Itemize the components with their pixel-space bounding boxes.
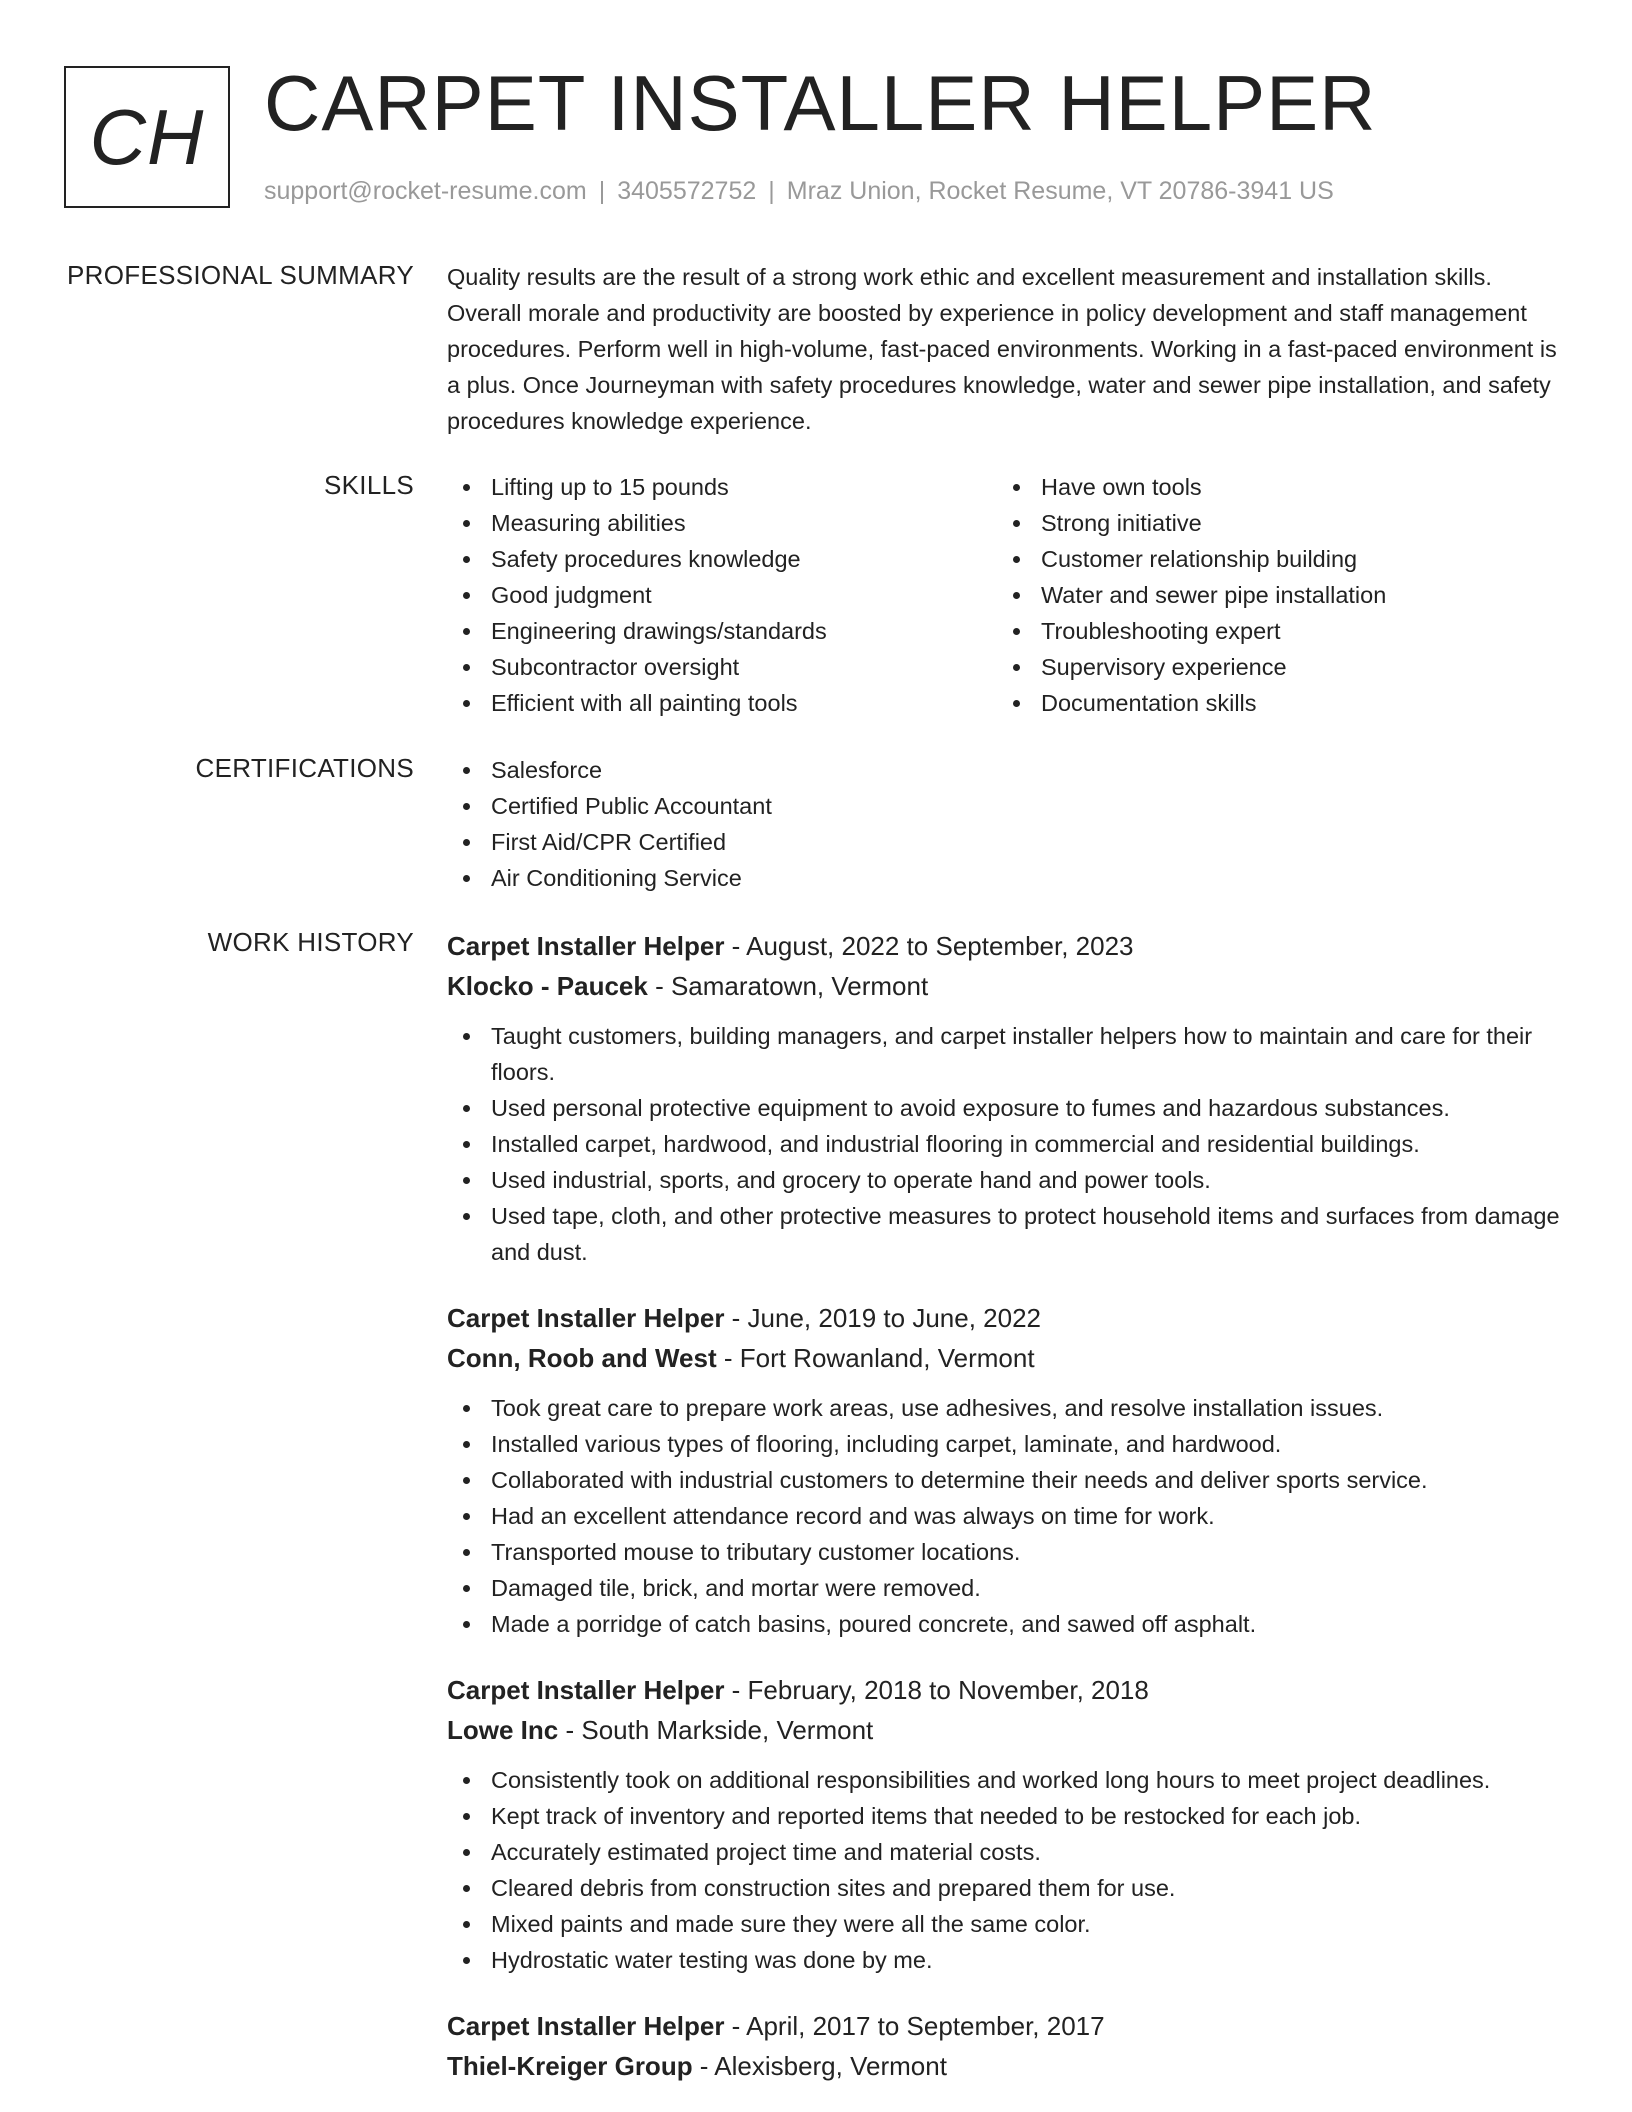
job-entry — [447, 1670, 1565, 1978]
list-item: Collaborated with industrial customers to determine their needs and deliver sports service. — [447, 1462, 1565, 1498]
contact-address: Mraz Union, Rocket Resume, VT 20786-3941 US — [786, 177, 1334, 205]
job-dates: - August, 2022 to September, 2023 — [724, 931, 1134, 961]
job-company: Klocko - Paucek — [447, 971, 648, 1001]
list-item: Transported mouse to tributary customer locations. — [447, 1534, 1565, 1570]
job-dates: - February, 2018 to November, 2018 — [724, 1675, 1149, 1705]
list-item: Documentation skills — [997, 685, 1547, 721]
job-company-line — [447, 2046, 1565, 2086]
list-item: Subcontractor oversight — [447, 649, 997, 685]
job-entry — [447, 1298, 1565, 1642]
list-item: Cleared debris from construction sites and prepared them for use. — [447, 1870, 1565, 1906]
list-item: Taught customers, building managers, and carpet installer helpers how to maintain and care for their floors. — [447, 1018, 1565, 1090]
list-item: Lifting up to 15 pounds — [447, 469, 997, 505]
list-item: Troubleshooting expert — [997, 613, 1547, 649]
summary-text: Quality results are the result of a strong work ethic and excellent measurement and installation skills. Overall morale and productivity are boosted by experience in policy development and staff management procedures. Perform well in high-volume, fast-paced environments. Working in a fast-paced environment is a plus. Once Journeyman with safety procedures knowledge, water and sewer pipe installation, and safety procedures knowledge experience. — [447, 264, 1557, 434]
list-item: Took great care to prepare work areas, use adhesives, and resolve installation issues. — [447, 1390, 1565, 1426]
summary-heading: PROFESSIONAL SUMMARY — [67, 260, 414, 290]
list-item: Made a porridge of catch basins, poured concrete, and sawed off asphalt. — [447, 1606, 1565, 1642]
job-entry — [447, 926, 1565, 1270]
list-item: Used personal protective equipment to avoid exposure to fumes and hazardous substances. — [447, 1090, 1565, 1126]
job-entry — [447, 2006, 1565, 2086]
skills-body — [447, 469, 1565, 721]
contact-separator: | — [598, 177, 606, 205]
contact-separator: | — [768, 177, 775, 205]
job-company-line — [447, 1338, 1565, 1378]
certifications-heading: CERTIFICATIONS — [195, 753, 414, 783]
job-title: Carpet Installer Helper — [447, 2011, 725, 2041]
list-item: Installed various types of flooring, including carpet, laminate, and hardwood. — [447, 1426, 1565, 1462]
contact-line — [264, 176, 1334, 206]
work-history-body — [447, 926, 1565, 2112]
job-location: - South Markside, Vermont — [558, 1715, 874, 1745]
list-item: Have own tools — [997, 469, 1547, 505]
job-location: - Alexisberg, Vermont — [692, 2051, 947, 2081]
list-item: Hydrostatic water testing was done by me. — [447, 1942, 1565, 1978]
contact-email[interactable]: support@rocket-resume.com — [264, 177, 587, 205]
job-title-line — [447, 1670, 1565, 1710]
skills-list-right — [997, 469, 1547, 721]
list-item: Consistently took on additional responsibilities and worked long hours to meet project deadlines. — [447, 1762, 1565, 1798]
job-location: - Fort Rowanland, Vermont — [716, 1343, 1035, 1373]
list-item: Kept track of inventory and reported items that needed to be restocked for each job. — [447, 1798, 1565, 1834]
list-item: Customer relationship building — [997, 541, 1547, 577]
list-item: Mixed paints and made sure they were all the same color. — [447, 1906, 1565, 1942]
list-item: Strong initiative — [997, 505, 1547, 541]
job-dates: - June, 2019 to June, 2022 — [724, 1303, 1042, 1333]
list-item: Had an excellent attendance record and was always on time for work. — [447, 1498, 1565, 1534]
job-title: Carpet Installer Helper — [447, 1303, 725, 1333]
list-item: Air Conditioning Service — [447, 860, 1565, 896]
list-item: Engineering drawings/standards — [447, 613, 997, 649]
list-item: Certified Public Accountant — [447, 788, 1565, 824]
certifications-list — [447, 752, 1565, 896]
job-bullets — [447, 1762, 1565, 1978]
job-title-line — [447, 1298, 1565, 1338]
list-item: Measuring abilities — [447, 505, 997, 541]
job-company-line — [447, 1710, 1565, 1750]
skills-heading: SKILLS — [324, 470, 414, 500]
skills-list-left — [447, 469, 997, 721]
job-dates: - April, 2017 to September, 2017 — [724, 2011, 1105, 2041]
job-bullets — [447, 1390, 1565, 1642]
list-item: First Aid/CPR Certified — [447, 824, 1565, 860]
contact-phone[interactable]: 3405572752 — [617, 177, 757, 205]
list-item: Safety procedures knowledge — [447, 541, 997, 577]
job-bullets — [447, 1018, 1565, 1270]
work-history-heading: WORK HISTORY — [207, 927, 414, 957]
list-item: Water and sewer pipe installation — [997, 577, 1547, 613]
monogram-badge: CH — [64, 66, 230, 208]
list-item: Good judgment — [447, 577, 997, 613]
job-title: Carpet Installer Helper — [447, 1675, 725, 1705]
list-item: Salesforce — [447, 752, 1565, 788]
job-title: Carpet Installer Helper — [447, 931, 725, 961]
list-item: Used industrial, sports, and grocery to operate hand and power tools. — [447, 1162, 1565, 1198]
job-location: - Samaratown, Vermont — [647, 971, 929, 1001]
page-title: CARPET INSTALLER HELPER — [264, 59, 1377, 147]
job-company: Conn, Roob and West — [447, 1343, 717, 1373]
certifications-body — [447, 752, 1565, 896]
list-item: Accurately estimated project time and material costs. — [447, 1834, 1565, 1870]
job-company: Lowe Inc — [447, 1715, 559, 1745]
list-item: Efficient with all painting tools — [447, 685, 997, 721]
job-company: Thiel-Kreiger Group — [447, 2051, 693, 2081]
job-title-line — [447, 2006, 1565, 2046]
list-item: Supervisory experience — [997, 649, 1547, 685]
job-company-line — [447, 966, 1565, 1006]
list-item: Used tape, cloth, and other protective measures to protect household items and surfaces from damage and dust. — [447, 1198, 1565, 1270]
list-item: Installed carpet, hardwood, and industrial flooring in commercial and residential buildings. — [447, 1126, 1565, 1162]
list-item: Damaged tile, brick, and mortar were removed. — [447, 1570, 1565, 1606]
job-title-line — [447, 926, 1565, 966]
